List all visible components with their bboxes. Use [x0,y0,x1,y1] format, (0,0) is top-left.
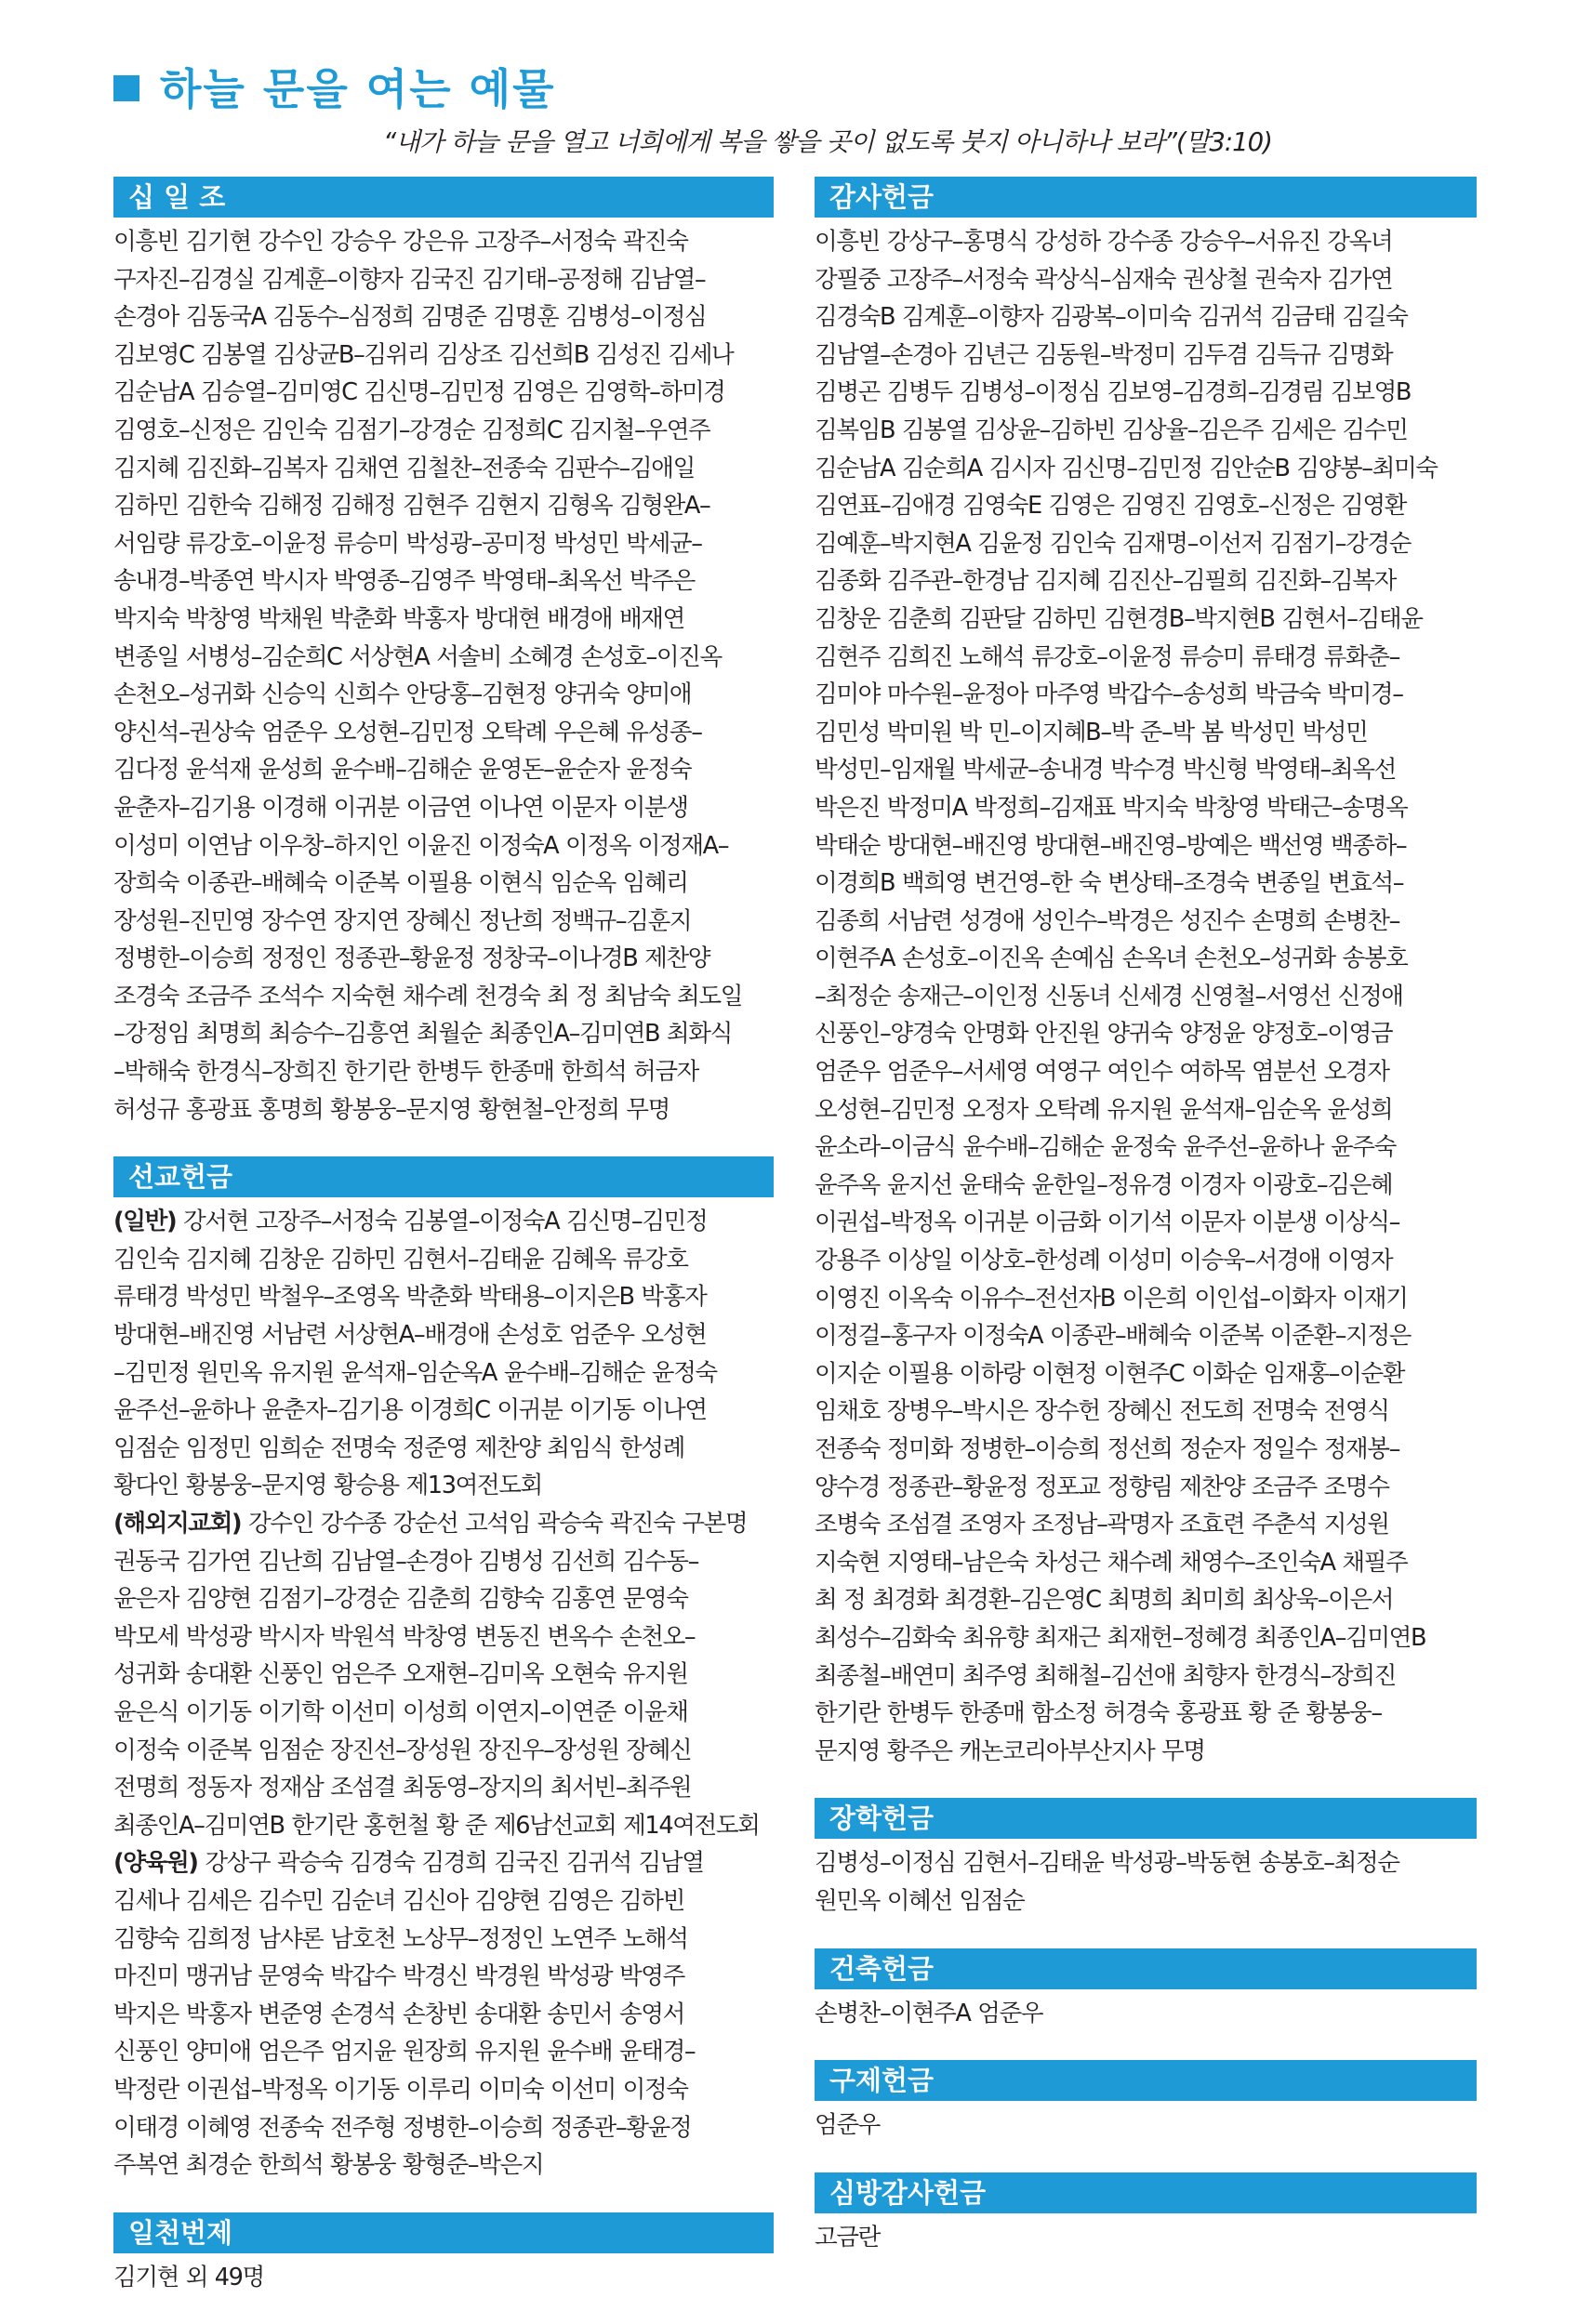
donor-list-thanks [815,223,1477,1770]
donor-list-tithe [113,223,774,1129]
donor-names: 신풍인 양미애 엄은주 엄지윤 원장희 유지원 윤수배 윤태경– [113,2038,696,2067]
category-tag: (일반) [113,1208,177,1236]
section-title-visit: 심방감사헌금 [815,2172,1477,2213]
donor-names: 류태경 박성민 박철우–조영옥 박춘화 박태용–이지은B 박홍자 [113,1283,707,1312]
donor-names: 임점순 임정민 임희순 전명숙 정준영 제찬양 최임식 한성례 [113,1433,684,1462]
donor-line: 최 정 최경화 최경환–김은영C 최명희 최미희 최상욱–이은서 [815,1586,1394,1615]
donor-line: 손병찬–이현주A 엄준우 [815,1999,1043,2027]
donor-names: 박모세 박성광 박시자 박원석 박창영 변동진 변옥수 손천오– [113,1622,696,1651]
donor-names: 김인숙 김지혜 김창운 김하민 김현서–김태윤 김혜옥 류강호 [113,1245,688,1274]
donor-line: 김경숙B 김계훈–이향자 김광복–이미숙 김귀석 김금태 김길숙 [815,303,1408,332]
donor-line: 이영진 이옥숙 이유수–전선자B 이은희 이인섭–이화자 이재기 [815,1284,1408,1313]
donor-line: 김종희 서남련 성경애 성인수–박경은 성진수 손명희 손병찬– [815,906,1399,935]
donor-line: 이흥빈 김기현 강수인 강승우 강은유 고장주–서정숙 곽진숙 [113,228,688,256]
donor-names: 황다인 황봉웅–문지영 황승용 제13여전도회 [113,1472,542,1500]
donor-line: 고금란 [815,2223,880,2251]
donor-line: –최정순 송재근–이인정 신동녀 신세경 신영철–서영선 신정애 [815,982,1403,1010]
donor-line [113,1278,774,1316]
donor-line [113,1241,774,1279]
donor-line: 장성원–진민영 장수연 장지연 장혜신 정난희 정백규–김훈지 [113,906,692,935]
donor-names: 윤은식 이기동 이기학 이선미 이성희 이연지–이연준 이윤채 [113,1697,688,1726]
donor-names: 이정숙 이준복 임점순 장진선–장성원 장진우–장성원 장혜신 [113,1736,692,1764]
donor-line: 김창운 김춘희 김판달 김하민 김현경B–박지현B 김현서–김태윤 [815,604,1423,633]
donor-names: 윤주선–윤하나 윤춘자–김기용 이경희C 이귀분 이기동 이나연 [113,1396,707,1425]
donor-names: 박정란 이권섭–박정옥 이기동 이루리 이미숙 이선미 이정숙 [113,2075,688,2104]
donor-names: 방대현–배진영 서남련 서상현A–배경애 손성호 엄준우 오성현 [113,1321,707,1350]
donor-line [113,1844,774,1882]
section-visit [815,2172,1477,2257]
donor-line: 손천오–성귀화 신승익 신희수 안당홍–김현정 양귀숙 양미애 [113,680,692,709]
page-title: 하늘 문을 여는 예물 [160,64,556,114]
donor-line [113,2071,774,2109]
donor-line: 박지숙 박창영 박채원 박춘화 박홍자 방대현 배경애 배재연 [113,604,684,633]
donor-names: 김향숙 김희정 남샤론 남호천 노상무–정정인 노연주 노해석 [113,1924,688,1953]
donor-line [113,1618,774,1657]
donor-line [113,2146,774,2185]
donor-line: 김현주 김희진 노해석 류강호–이윤정 류승미 류태경 류화춘– [815,642,1399,671]
section-title-thousand: 일천번제 [113,2212,774,2253]
donor-line: 이흥빈 강상구–홍명식 강성하 강수종 강승우–서유진 강옥녀 [815,228,1393,256]
donor-line: 박성민–임재월 박세균–송내경 박수경 박신형 박영태–최옥선 [815,756,1396,785]
donor-names: 권동국 김가연 김난희 김남열–손경아 김병성 김선희 김수동– [113,1547,698,1576]
title-row [113,54,1490,119]
section-title-mission: 선교헌금 [113,1156,774,1197]
section-title-thanks: 감사헌금 [815,177,1477,218]
category-tag: (양육원) [113,1849,198,1878]
donor-list-thousand [113,2259,774,2297]
donor-line: 김지혜 김진화–김복자 김채연 김철찬–전종숙 김판수–김애일 [113,454,695,482]
donor-line: 김하민 김한숙 김해정 김해정 김현주 김현지 김형옥 김형완A– [113,492,710,521]
donor-line [113,1732,774,1770]
donor-list-mission [113,1203,774,2184]
donor-names: 최종인A–김미연B 한기란 홍헌철 황 준 제6남선교회 제14여전도회 [113,1811,760,1840]
donor-line: 서임량 류강호–이윤정 류승미 박성광–공미정 박성민 박세균– [113,529,702,558]
section-relief [815,2060,1477,2145]
donor-line: 김기현 외 49명 [113,2263,264,2291]
donor-line: 윤주옥 윤지선 윤태숙 윤한일–정유경 이경자 이광호–김은혜 [815,1170,1393,1199]
donor-line: 이정걸–홍구자 이정숙A 이종관–배혜숙 이준복 이준환–지정은 [815,1322,1412,1351]
donor-line: 최성수–김화숙 최유향 최재근 최재헌–정혜경 최종인A–김미연B [815,1623,1426,1652]
donor-line: 김순남A 김승열–김미영C 김신명–김민정 김영은 김영학–하미경 [113,378,725,407]
donor-line: 김보영C 김봉열 김상균B–김위리 김상조 김선희B 김성진 김세나 [113,340,734,369]
donor-line [113,1996,774,2034]
donor-names: 강수인 강수종 강순선 고석임 곽승숙 곽진숙 구본명 [241,1510,748,1538]
donor-line [113,1694,774,1732]
donor-line: 김예훈–박지현A 김윤정 김인숙 김재명–이선저 김점기–강경순 [815,529,1412,558]
donor-line: 엄준우 [815,2111,880,2140]
left-column [113,177,774,2324]
donor-names: 윤은자 김양현 김점기–강경순 김춘희 김향숙 김홍연 문영숙 [113,1585,688,1614]
donor-line [113,1580,774,1618]
section-thousand [113,2212,774,2297]
donor-line [113,1656,774,1694]
section-mission [113,1156,774,2184]
donor-line: 강용주 이상일 이상호–한성례 이성미 이승욱–서경애 이영자 [815,1247,1393,1275]
donor-line: 김영호–신정은 김인숙 김점기–강경순 김정희C 김지철–우연주 [113,416,710,444]
donor-line: 김순남A 김순희A 김시자 김신명–김민정 김안순B 김양봉–최미숙 [815,454,1438,482]
donor-line: 박태순 방대현–배진영 방대현–배진영–방예은 백선영 백종하– [815,831,1407,860]
donor-line: 김복임B 김봉열 김상윤–김하빈 김상율–김은주 김세은 김수민 [815,416,1408,444]
section-scholarship [815,1798,1477,1920]
donor-line: 김미야 마수원–윤정아 마주영 박갑수–송성희 박금숙 박미경– [815,680,1403,709]
donor-line: 김병성–이정심 김현서–김태윤 박성광–박동현 송봉호–최정순 [815,1849,1399,1878]
donor-line: 송내경–박종연 박시자 박영종–김영주 박영태–최옥선 박주은 [113,567,695,596]
donor-line [113,1430,774,1468]
section-title-scholarship: 장학헌금 [815,1798,1477,1839]
donor-names: –김민정 원민옥 유지원 윤석재–임순옥A 윤수배–김해순 윤정숙 [113,1358,717,1387]
donor-line: 이현주A 손성호–이진옥 손예심 손옥녀 손천오–성귀화 송봉호 [815,944,1408,973]
donor-line: 윤춘자–김기용 이경해 이귀분 이금연 이나연 이문자 이분생 [113,793,688,822]
donor-line: 정병한–이승희 정정인 정종관–황윤정 정창국–이나경B 제찬양 [113,944,710,973]
donor-line: 한기란 한병두 한종매 함소정 허경숙 홍광표 황 준 황봉웅– [815,1699,1382,1728]
section-title-relief: 구제헌금 [815,2060,1477,2101]
donor-line: 구자진–김경실 김계훈–이향자 김국진 김기태–공정해 김남열– [113,265,706,294]
donor-line: 윤소라–이금식 윤수배–김해순 윤정숙 윤주선–윤하나 윤주숙 [815,1133,1396,1162]
donor-line: 문지영 황주은 캐논코리아부산지사 무명 [815,1736,1205,1765]
donor-line: 김병곤 김병두 김병성–이정심 김보영–김경희–김경림 김보영B [815,378,1412,407]
donor-names: 전명희 정동자 정재삼 조섬결 최동영–장지의 최서빈–최주원 [113,1774,692,1802]
donor-line [113,2033,774,2071]
donor-line: 강필중 고장주–서정숙 곽상식–심재숙 권상철 권숙자 김가연 [815,265,1393,294]
donor-line: 오성현–김민정 오정자 오탁례 유지원 윤석재–임순옥 윤성희 [815,1095,1393,1124]
donor-line [113,1921,774,1959]
donor-line: 허성규 홍광표 홍명희 황봉웅–문지영 황현철–안정희 무명 [113,1095,670,1124]
donor-line: 김종화 김주관–한경남 김지혜 김진산–김필희 김진화–김복자 [815,567,1396,596]
donor-list-relief [815,2106,1477,2145]
donor-list-visit [815,2219,1477,2257]
donor-line [113,1505,774,1543]
donor-line: –박해숙 한경식–장희진 한기란 한병두 한종매 한희석 허금자 [113,1058,698,1087]
donor-line [113,1769,774,1807]
donor-names: 성귀화 송대환 신풍인 엄은주 오재현–김미옥 오현숙 유지원 [113,1660,688,1689]
section-tithe [113,177,774,1129]
donor-line: 양신석–권상숙 엄준우 오성현–김민정 오탁례 우은혜 유성종– [113,718,702,746]
category-tag: (해외지교회) [113,1510,242,1538]
donor-line: 이성미 이연남 이우창–하지인 이윤진 이정숙A 이정옥 이정재A– [113,831,729,860]
donor-names: 주복연 최경순 한희석 황봉웅 황형준–박은지 [113,2151,544,2180]
donor-line: –강정임 최명희 최승수–김흥연 최월순 최종인A–김미연B 최화식 [113,1020,732,1049]
donor-line: 조병숙 조섬결 조영자 조정남–곽명자 조효련 주춘석 지성원 [815,1511,1389,1539]
donor-names: 강상구 곽승숙 김경숙 김경희 김국진 김귀석 김남열 [197,1849,704,1878]
donor-line: 이권섭–박정옥 이귀분 이금화 이기석 이문자 이분생 이상식– [815,1208,1399,1237]
donor-line [113,1316,774,1354]
donor-line: 최종철–배연미 최주영 최해철–김선애 최향자 한경식–장희진 [815,1661,1396,1690]
donor-line: 김다정 윤석재 윤성희 윤수배–김해순 윤영돈–윤순자 윤정숙 [113,756,692,785]
donor-line [113,1354,774,1393]
donor-line: 김연표–김애경 김영숙E 김영은 김영진 김영호–신정은 김영환 [815,492,1407,521]
title-bullet-square-icon [113,75,139,101]
donor-line: 박은진 박정미A 박정희–김재표 박지숙 박창영 박태근–송명옥 [815,793,1408,822]
section-title-tithe: 십 일 조 [113,177,774,218]
page-header [113,54,1490,157]
section-title-building: 건축헌금 [815,1948,1477,1989]
donor-line: 손경아 김동국A 김동수–심정희 김명준 김명훈 김병성–이정심 [113,303,707,332]
donor-names: 이태경 이혜영 전종숙 전주형 정병한–이승희 정종관–황윤정 [113,2113,692,2142]
donor-line [113,1203,774,1241]
donor-line [113,2109,774,2147]
donor-line [113,1392,774,1430]
right-column [815,177,1477,2284]
donor-line: 이지순 이필용 이하랑 이현정 이현주C 이화순 임재홍–이순환 [815,1359,1405,1388]
donor-line [113,1807,774,1845]
donor-line: 엄준우 엄준우–서세영 여영구 여인수 여하목 염분선 오경자 [815,1058,1389,1087]
donor-line: 조경숙 조금주 조석수 지숙현 채수례 천경숙 최 정 최남숙 최도일 [113,982,743,1010]
donor-line: 김남열–손경아 김년근 김동원–박정미 김두겸 김득규 김명화 [815,340,1393,369]
section-building [815,1948,1477,2033]
donor-names: 강서현 고장주–서정숙 김봉열–이정숙A 김신명–김민정 [176,1208,708,1236]
donor-line: 김민성 박미원 박 민–이지혜B–박 준–박 봄 박성민 박성민 [815,718,1368,746]
scripture-verse: “내가 하늘 문을 열고 너희에게 복을 쌓을 곳이 없도록 붓지 아니하나 보라”(말3:10) [383,127,1272,157]
donor-list-scholarship [815,1844,1477,1920]
donor-list-building [815,1995,1477,2033]
donor-names: 김세나 김세은 김수민 김순녀 김신아 김양현 김영은 김하빈 [113,1886,684,1915]
donor-line: 신풍인–양경숙 안명화 안진원 양귀숙 양정윤 양정호–이영금 [815,1020,1393,1049]
donor-line: 지숙현 지영태–남은숙 차성근 채수례 채영수–조인숙A 채필주 [815,1548,1408,1577]
donor-line [113,1958,774,1996]
donor-line: 임채호 장병우–박시은 장수헌 장혜신 전도희 전명숙 전영식 [815,1397,1389,1426]
donor-line: 양수경 정종관–황윤정 정포교 정향림 제찬양 조금주 조명수 [815,1472,1389,1501]
donor-line [113,1467,774,1505]
section-thanks [815,177,1477,1770]
donor-line [113,1882,774,1921]
donor-names: 마진미 맹귀남 문영숙 박갑수 박경신 박경원 박성광 박영주 [113,1962,684,1991]
donor-line [113,1543,774,1581]
donor-line: 장희숙 이종관–배혜숙 이준복 이필용 이현식 임순옥 임혜리 [113,869,688,898]
donor-line: 이경희B 백희영 변건영–한 숙 변상태–조경숙 변종일 변효석– [815,869,1404,898]
donor-line: 전종숙 정미화 정병한–이승희 정선희 정순자 정일수 정재봉– [815,1435,1399,1463]
donor-line: 변종일 서병성–김순희C 서상현A 서솔비 소혜경 손성호–이진옥 [113,642,722,671]
donor-names: 박지은 박홍자 변준영 손경석 손창빈 송대환 송민서 송영서 [113,2000,684,2028]
donor-line: 원민옥 이혜선 임점순 [815,1886,1025,1915]
